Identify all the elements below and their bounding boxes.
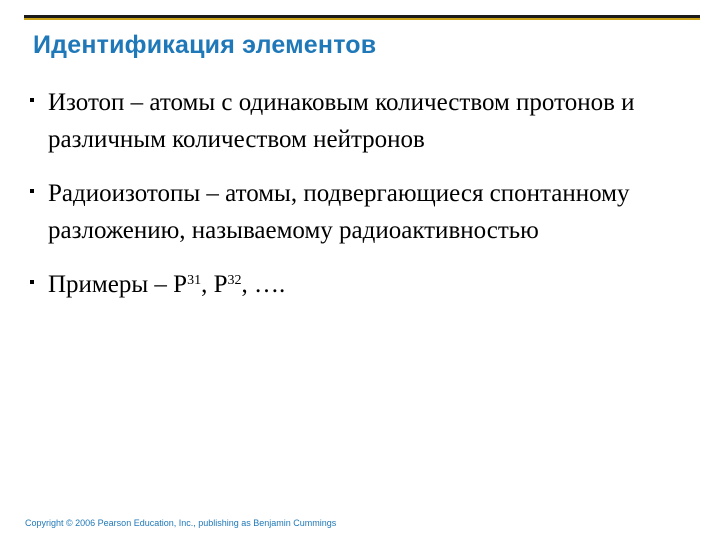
bullet-item <box>30 84 700 158</box>
bullet-item <box>30 175 700 249</box>
bullet-text: Радиоизотопы – атомы, подвергающиеся спонтанному разложению, называемому радиоактивностью <box>48 180 630 244</box>
bullet-text: Изотоп – атомы с одинаковым количеством протонов и различным количеством нейтронов <box>48 89 635 153</box>
bullet-list <box>30 84 700 320</box>
bullet-item-examples <box>30 266 700 303</box>
examples-prefix: Примеры – Р <box>48 271 188 298</box>
isotope-mass-superscript: 31 <box>187 273 202 288</box>
examples-ellipsis: , …. <box>241 271 286 298</box>
top-rule-gold <box>24 18 700 20</box>
bullet-text <box>48 266 700 303</box>
examples-separator: , Р <box>201 271 228 298</box>
isotope-mass-superscript: 32 <box>227 273 242 288</box>
slide-title: Идентификация элементов <box>33 31 377 59</box>
square-bullet-icon <box>30 98 34 102</box>
square-bullet-icon <box>30 189 34 193</box>
copyright-footer: Copyright © 2006 Pearson Education, Inc., publishing as Benjamin Cummings <box>25 518 337 528</box>
square-bullet-icon <box>30 280 34 284</box>
